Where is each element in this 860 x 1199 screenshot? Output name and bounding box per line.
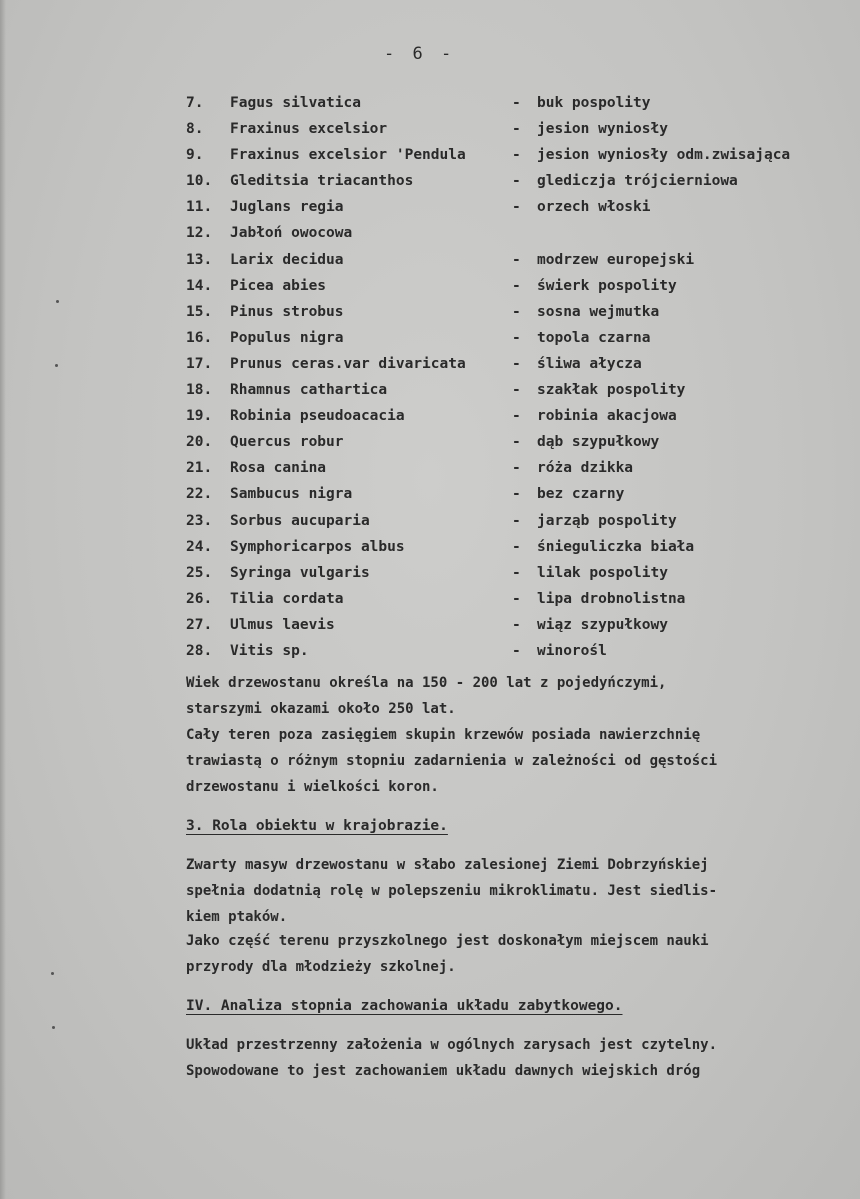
species-item (186, 377, 851, 403)
paragraph-line: Spowodowane to jest zachowaniem układu dawnych wiejskich dróg (186, 1063, 701, 1079)
species-number: 7. (186, 95, 204, 111)
species-polish-name: wiąz szypułkowy (537, 616, 668, 633)
species-item (186, 142, 851, 168)
species-item (186, 247, 851, 273)
species-dash: - (512, 121, 521, 138)
species-number: 19. (186, 408, 213, 425)
species-polish-name: sosna wejmutka (537, 303, 660, 320)
species-item (186, 560, 851, 586)
paragraph-line: trawiastą o różnym stopniu zadarnienia w zależności od gęstości (186, 753, 718, 769)
species-dash: - (512, 590, 521, 607)
species-number: 21. (186, 460, 213, 477)
species-polish-name: modrzew europejski (537, 251, 695, 268)
species-dash: - (512, 95, 521, 111)
species-item (186, 403, 851, 429)
species-latin-name: Rosa canina (230, 460, 327, 477)
species-item (186, 351, 851, 377)
species-polish-name: śliwa ałycza (537, 355, 642, 372)
species-latin-name: Jabłoń owocowa (230, 225, 353, 242)
species-number: 20. (186, 434, 213, 451)
section-4-paragraph (186, 1032, 856, 1084)
paragraph-line: Układ przestrzenny założenia w ogólnych zarysach jest czytelny. (186, 1037, 718, 1053)
species-item (186, 612, 851, 638)
species-item (186, 586, 851, 612)
species-item (186, 481, 851, 507)
paragraph-line: przyrody dla młodzieży szkolnej. (186, 959, 456, 975)
species-latin-name: Vitis sp. (230, 642, 309, 659)
punch-hole-mark (56, 300, 59, 303)
punch-hole-mark (51, 972, 54, 975)
species-polish-name: lilak pospolity (537, 564, 668, 581)
species-dash: - (512, 512, 521, 529)
species-number: 26. (186, 590, 213, 607)
species-item (186, 90, 851, 116)
species-number: 11. (186, 199, 213, 216)
species-latin-name: Quercus robur (230, 434, 344, 451)
section-3-paragraph-2 (186, 928, 856, 980)
punch-hole-mark (55, 364, 58, 367)
paragraph-line: Cały teren poza zasięgiem skupin krzewów posiada nawierzchnię (186, 727, 701, 743)
species-dash: - (512, 199, 521, 216)
paragraph-line: Jako część terenu przyszkolnego jest doskonałym miejscem nauki (186, 933, 709, 949)
species-latin-name: Syringa vulgaris (230, 564, 370, 581)
species-latin-name: Prunus ceras.var divaricata (230, 355, 466, 372)
species-dash: - (512, 303, 521, 320)
species-polish-name: winorośl (537, 642, 607, 659)
species-number: 22. (186, 486, 213, 503)
species-number: 10. (186, 173, 213, 190)
species-number: 28. (186, 642, 213, 659)
paragraph-line: Zwarty masyw drzewostanu w słabo zalesionej Ziemi Dobrzyńskiej (186, 857, 709, 873)
species-polish-name: robinia akacjowa (537, 408, 677, 425)
species-latin-name: Gleditsia triacanthos (230, 173, 414, 190)
species-latin-name: Tilia cordata (230, 590, 344, 607)
species-latin-name: Populus nigra (230, 329, 344, 346)
species-item (186, 638, 851, 664)
species-polish-name: świerk pospolity (537, 277, 677, 294)
species-number: 12. (186, 225, 213, 242)
species-latin-name: Symphoricarpos albus (230, 538, 405, 555)
species-item (186, 194, 851, 220)
species-dash: - (512, 460, 521, 477)
species-dash: - (512, 408, 521, 425)
species-number: 15. (186, 303, 213, 320)
species-polish-name: jarząb pospolity (537, 512, 677, 529)
species-dash: - (512, 329, 521, 346)
species-dash: - (512, 382, 521, 399)
species-latin-name: Rhamnus cathartica (230, 382, 388, 399)
page-number: - 6 - (384, 44, 456, 64)
species-dash: - (512, 486, 521, 503)
species-polish-name: glediczja trójcierniowa (537, 173, 738, 190)
species-number: 14. (186, 277, 213, 294)
species-latin-name: Robinia pseudoacacia (230, 408, 405, 425)
species-latin-name: Fraxinus excelsior 'Pendula (230, 147, 466, 164)
species-dash: - (512, 355, 521, 372)
paragraph-line: spełnia dodatnią rolę w polepszeniu mikroklimatu. Jest siedlis- (186, 883, 718, 899)
species-polish-name: dąb szypułkowy (537, 434, 660, 451)
section-3-paragraph-1 (186, 852, 856, 930)
paragraph-line: kiem ptaków. (186, 909, 288, 925)
species-item (186, 273, 851, 299)
surface-paragraph (186, 722, 856, 800)
species-number: 18. (186, 382, 213, 399)
punch-hole-mark (52, 1026, 55, 1029)
species-item (186, 299, 851, 325)
species-latin-name: Pinus strobus (230, 303, 344, 320)
species-number: 16. (186, 329, 213, 346)
species-item (186, 116, 851, 142)
species-polish-name: lipa drobnolistna (537, 590, 686, 607)
species-dash: - (512, 564, 521, 581)
species-latin-name: Ulmus laevis (230, 616, 335, 633)
species-polish-name: szakłak pospolity (537, 382, 686, 399)
species-number: 24. (186, 538, 213, 555)
species-number: 9. (186, 147, 204, 164)
species-number: 23. (186, 512, 213, 529)
tree-age-paragraph (186, 670, 856, 722)
species-polish-name: bez czarny (537, 486, 625, 503)
species-dash: - (512, 616, 521, 633)
species-latin-name: Fraxinus excelsior (230, 121, 388, 138)
paragraph-line: starszymi okazami około 250 lat. (186, 701, 456, 717)
species-polish-name: topola czarna (537, 329, 651, 346)
species-item (186, 168, 851, 194)
species-number: 27. (186, 616, 213, 633)
species-polish-name: śnieguliczka biała (537, 538, 695, 555)
species-latin-name: Sambucus nigra (230, 486, 353, 503)
species-latin-name: Fagus silvatica (230, 95, 361, 111)
species-item (186, 534, 851, 560)
species-dash: - (512, 251, 521, 268)
species-list (186, 90, 851, 664)
section-4-heading: IV. Analiza stopnia zachowania układu zabytkowego. (186, 998, 623, 1014)
species-dash: - (512, 277, 521, 294)
species-dash: - (512, 173, 521, 190)
paragraph-line: drzewostanu i wielkości koron. (186, 779, 439, 795)
species-dash: - (512, 434, 521, 451)
section-3-heading: 3. Rola obiektu w krajobrazie. (186, 818, 448, 834)
species-item (186, 429, 851, 455)
species-dash: - (512, 538, 521, 555)
species-latin-name: Picea abies (230, 277, 327, 294)
species-item (186, 455, 851, 481)
species-polish-name: róża dzikka (537, 460, 634, 477)
species-polish-name: buk pospolity (537, 95, 651, 111)
species-number: 25. (186, 564, 213, 581)
species-dash: - (512, 147, 521, 164)
species-dash: - (512, 642, 521, 659)
paragraph-line: Wiek drzewostanu określa na 150 - 200 lat z pojedyńczymi, (186, 675, 667, 691)
species-latin-name: Larix decidua (230, 251, 344, 268)
species-polish-name: jesion wyniosły (537, 121, 668, 138)
species-latin-name: Juglans regia (230, 199, 344, 216)
species-latin-name: Sorbus aucuparia (230, 512, 370, 529)
species-item (186, 325, 851, 351)
species-item (186, 220, 851, 246)
species-number: 8. (186, 121, 204, 138)
species-number: 17. (186, 355, 213, 372)
species-number: 13. (186, 251, 213, 268)
species-polish-name: jesion wyniosły odm.zwisająca (537, 147, 791, 164)
species-polish-name: orzech włoski (537, 199, 651, 216)
species-item (186, 508, 851, 534)
